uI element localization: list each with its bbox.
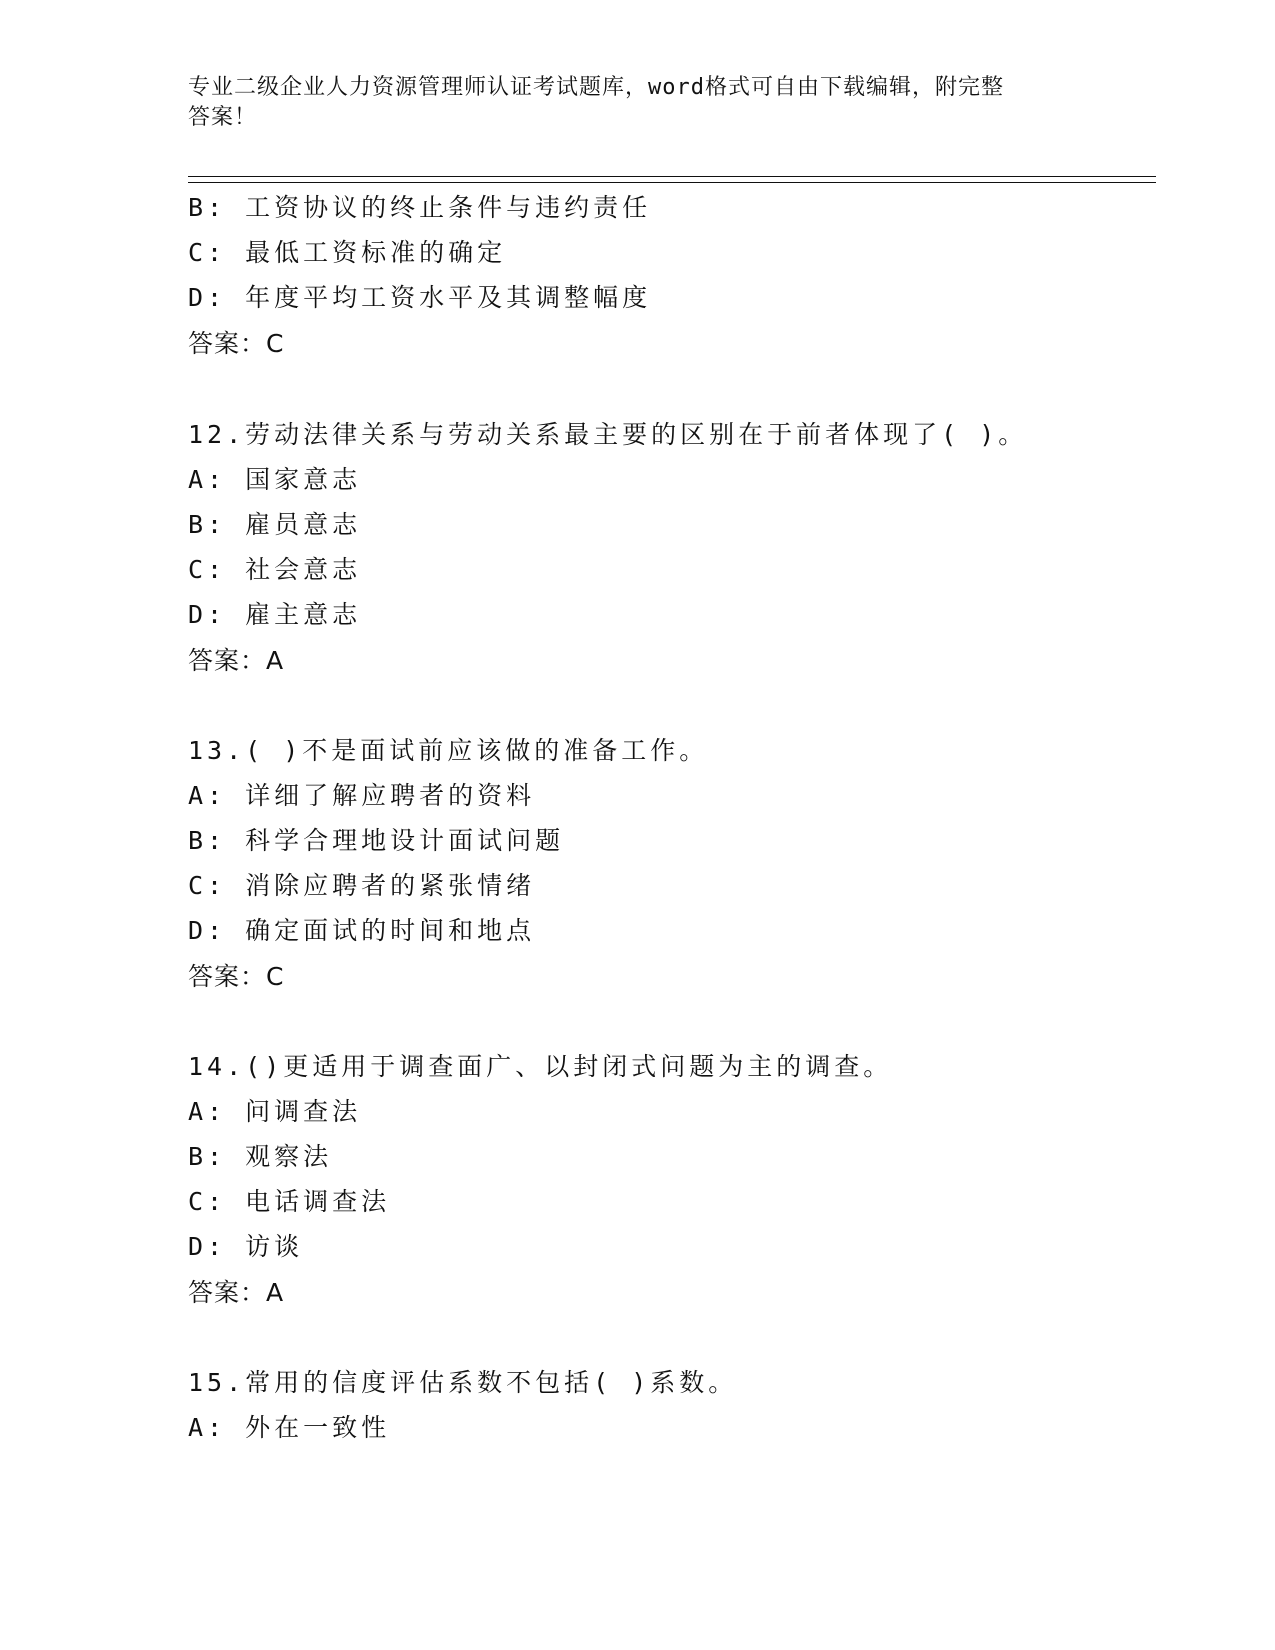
document-header [188,73,1088,133]
q14-answer: 答案：A [188,1278,285,1307]
q13-answer: 答案：C [188,962,285,991]
q12-stem: 12.劳动法律关系与劳动关系最主要的区别在于前者体现了( )。 [188,420,1028,449]
q11-answer: 答案：C [188,329,285,358]
q13-stem: 13.( )不是面试前应该做的准备工作。 [188,736,709,765]
q12-option-c: C: 社会意志 [188,555,362,584]
q12-option-d: D: 雇主意志 [188,600,362,629]
q12-option-b: B: 雇员意志 [188,510,362,539]
q14-stem: 14.()更适用于调查面广、以封闭式问题为主的调查。 [188,1052,893,1081]
q14-option-d: D: 访谈 [188,1232,304,1261]
q15-stem: 15.常用的信度评估系数不包括( )系数。 [188,1368,738,1397]
header-line-1: 专业二级企业人力资源管理师认证考试题库，word格式可自由下载编辑，附完整 [188,75,1004,100]
q13-option-b: B: 科学合理地设计面试问题 [188,826,565,855]
q11-option-c: C: 最低工资标准的确定 [188,238,507,267]
q14-option-c: C: 电话调查法 [188,1187,391,1216]
q12-answer: 答案：A [188,646,285,675]
header-line-2: 答案！ [188,105,258,130]
q14-option-a: A: 问调查法 [188,1097,362,1126]
q13-option-a: A: 详细了解应聘者的资料 [188,781,536,810]
q14-option-b: B: 观察法 [188,1142,333,1171]
q12-option-a: A: 国家意志 [188,465,362,494]
q15-option-a: A: 外在一致性 [188,1413,391,1442]
q13-option-d: D: 确定面试的时间和地点 [188,916,536,945]
q11-option-b: B: 工资协议的终止条件与违约责任 [188,193,652,222]
header-rule-top [188,176,1156,177]
q11-option-d: D: 年度平均工资水平及其调整幅度 [188,283,652,312]
header-rule-bottom [188,182,1156,183]
q13-option-c: C: 消除应聘者的紧张情绪 [188,871,536,900]
